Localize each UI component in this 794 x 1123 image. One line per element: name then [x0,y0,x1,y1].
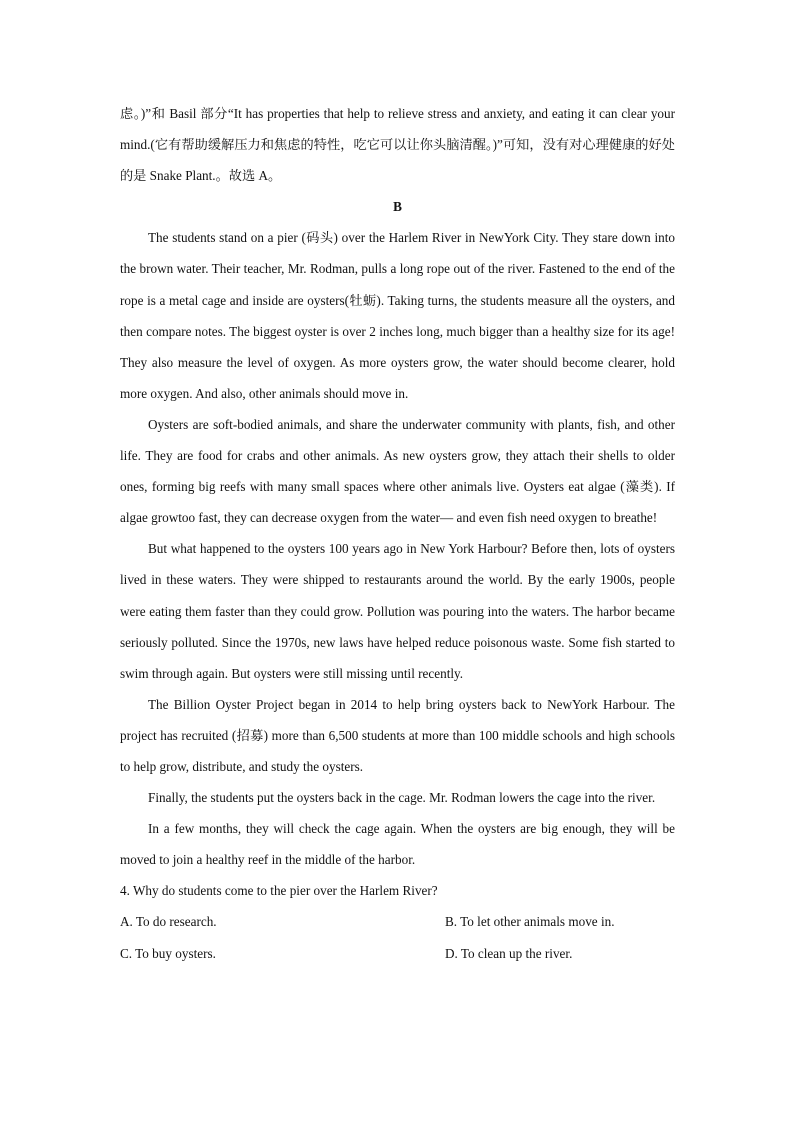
intro-paragraph: 虑。)”和 Basil 部分“It has properties that help to relieve stress and anxiety, and eating it can clear your mind.(它有帮助缓解压力和焦虑的特性，吃它可以让你头脑清醒。)”可知，没有对心理健康的好处的是 Snake Plant.。故选 A。 [120,106,675,184]
option-a[interactable]: A. To do research. [120,914,217,930]
option-d[interactable]: D. To clean up the river. [445,945,573,961]
options-row-1 [120,906,675,937]
passage-paragraph-1: The students stand on a pier (码头) over the Harlem River in NewYork City. They stare down into the brown water. Their teacher, Mr. Rodman, pulls a long rope out of the river. Fastened to the end of the rope is a metal cage and inside are oysters(牡蛎). Taking turns, the students measure all the oysters, and then compare notes. The biggest oyster is over 2 inches long, much bigger than a healthy size for its age! They also measure the level of oxygen. As more oysters grow, the water should become clearer, hold more oxygen. And also, other animals should move in. [120,230,675,401]
question-stem: 4. Why do students come to the pier over the Harlem River? [120,883,438,899]
passage-paragraph-2: Oysters are soft-bodied animals, and share the underwater community with plants, fish, and other life. They are food for crabs and other animals. As new oysters grow, they attach their shells to older ones, forming big reefs with many small spaces where other animals live. Oysters eat algae (藻类). If algae growtoo fast, they can decrease oxygen from the water— and even fish need oxygen to breathe! [120,416,675,526]
passage-paragraph-5: Finally, the students put the oysters back in the cage. Mr. Rodman lowers the cage into the river. [148,790,656,806]
passage-paragraph-4: The Billion Oyster Project began in 2014 to help bring oysters back to NewYork Harbour. The project has recruited (招募) more than 6,500 students at more than 100 middle schools and high schools to help grow, distribute, and study the oysters. [120,696,675,774]
options-row-2 [120,938,675,969]
section-heading: B [393,199,402,215]
document-page [120,98,675,969]
option-b[interactable]: B. To let other animals move in. [445,914,615,930]
option-c[interactable]: C. To buy oysters. [120,945,216,961]
passage-paragraph-3: But what happened to the oysters 100 years ago in New York Harbour? Before then, lots of oysters lived in these waters. They were shipped to restaurants around the world. By the early 1900s, people were eating them faster than they could grow. Pollution was pouring into the waters. The harbor became seriously polluted. Since the 1970s, new laws have helped reduce poisonous waste. Some fish started to swim through again. But oysters were still missing until recently. [120,541,675,681]
passage-paragraph-6: In a few months, they will check the cage again. When the oysters are big enough, they will be moved to join a healthy reef in the middle of the harbor. [120,821,675,868]
